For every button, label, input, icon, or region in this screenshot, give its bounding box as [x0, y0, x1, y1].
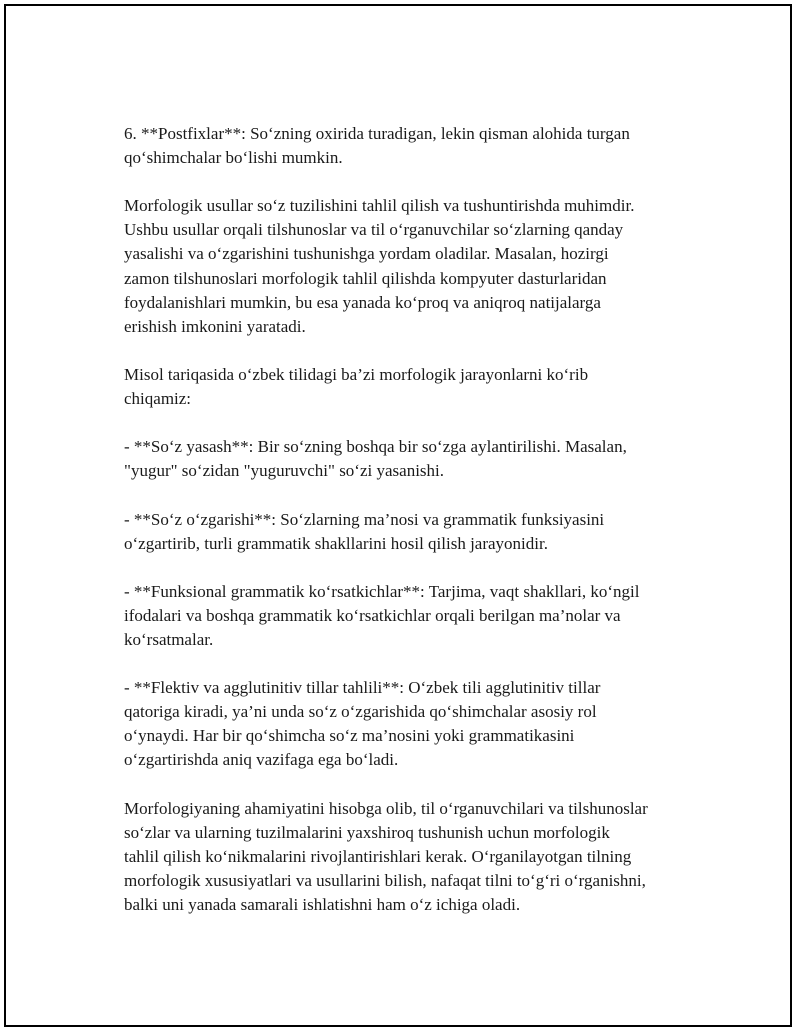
text-line: 6. **Postfixlar**: So‘zning oxirida turadigan, lekin qisman alohida turgan	[124, 124, 630, 143]
text-line: zamon tilshunoslari morfologik tahlil qilishda kompyuter dasturlaridan	[124, 268, 607, 288]
text-line: yasalishi va o‘zgarishini tushunishga yordam oladilar. Masalan, hozirgi	[124, 244, 609, 264]
paragraph-example-intro	[124, 363, 714, 411]
text-line: foydalanishlari mumkin, bu esa yanada ko‘proq va aniqroq natijalarga	[124, 292, 601, 312]
text-line: erishish imkonini yaratadi.	[124, 316, 306, 336]
text-line: Ushbu usullar orqali tilshunoslar va til o‘rganuvchilar so‘zlarning qanday	[124, 220, 624, 240]
paragraph-conclusion	[124, 797, 714, 917]
text-line: chiqamiz:	[124, 389, 192, 409]
text-line: o‘zgartirib, turli grammatik shakllarini hosil qilish jarayonidir.	[124, 533, 548, 553]
text-line: - **Flektiv va agglutinitiv tillar tahlili**: O‘zbek tili agglutinitiv tillar	[124, 678, 601, 698]
text-line: Misol tariqasida o‘zbek tilidagi ba’zi morfologik jarayonlarni ko‘rib	[124, 364, 589, 384]
list-item-functional-markers	[124, 580, 714, 652]
text-line: ifodalari va boshqa grammatik ko‘rsatkichlar orqali berilgan ma’nolar va	[124, 605, 621, 625]
text-line: - **Funksional grammatik ko‘rsatkichlar**: Tarjima, vaqt shakllari, ko‘ngil	[124, 581, 640, 601]
paragraph-postfixes	[124, 122, 714, 170]
text-line: - **So‘z yasash**: Bir so‘zning boshqa bir so‘zga aylantirilishi. Masalan,	[124, 437, 627, 457]
list-item-word-inflection	[124, 508, 714, 556]
page-frame	[4, 4, 792, 1027]
text-line: balki uni yanada samarali ishlatishni ham o‘z ichiga oladi.	[124, 895, 521, 914]
text-line: tahlil qilish ko‘nikmalarini rivojlantirishlari kerak. O‘rganilayotgan tilning	[124, 846, 632, 866]
text-line: Morfologiyaning ahamiyatini hisobga olib, til o‘rganuvchilari va tilshunoslar	[124, 798, 648, 818]
text-line: qatoriga kiradi, ya’ni unda so‘z o‘zgarishida qo‘shimchalar asosiy rol	[124, 702, 597, 722]
text-line: qo‘shimchalar bo‘lishi mumkin.	[124, 148, 343, 168]
text-line: - **So‘z o‘zgarishi**: So‘zlarning ma’nosi va grammatik funksiyasini	[124, 509, 605, 529]
text-line: morfologik xususiyatlari va usullarini bilish, nafaqat tilni to‘g‘ri o‘rganishni,	[124, 870, 646, 890]
text-line: ko‘rsatmalar.	[124, 629, 214, 649]
list-item-agglutinative-analysis	[124, 676, 714, 772]
paragraph-morphological-methods	[124, 194, 714, 339]
text-line: so‘zlar va ularning tuzilmalarini yaxshiroq tushunish uchun morfologik	[124, 822, 610, 842]
text-line: o‘zgartirishda aniq vazifaga ega bo‘ladi.	[124, 750, 399, 770]
text-line: o‘ynaydi. Har bir qo‘shimcha so‘z ma’nosini yoki grammatikasini	[124, 726, 575, 746]
text-line: "yugur" so‘zidan "yuguruvchi" so‘zi yasanishi.	[124, 461, 445, 481]
text-line: Morfologik usullar so‘z tuzilishini tahlil qilish va tushuntirishda muhimdir.	[124, 196, 635, 216]
document-body	[124, 122, 714, 941]
list-item-word-formation	[124, 435, 714, 483]
